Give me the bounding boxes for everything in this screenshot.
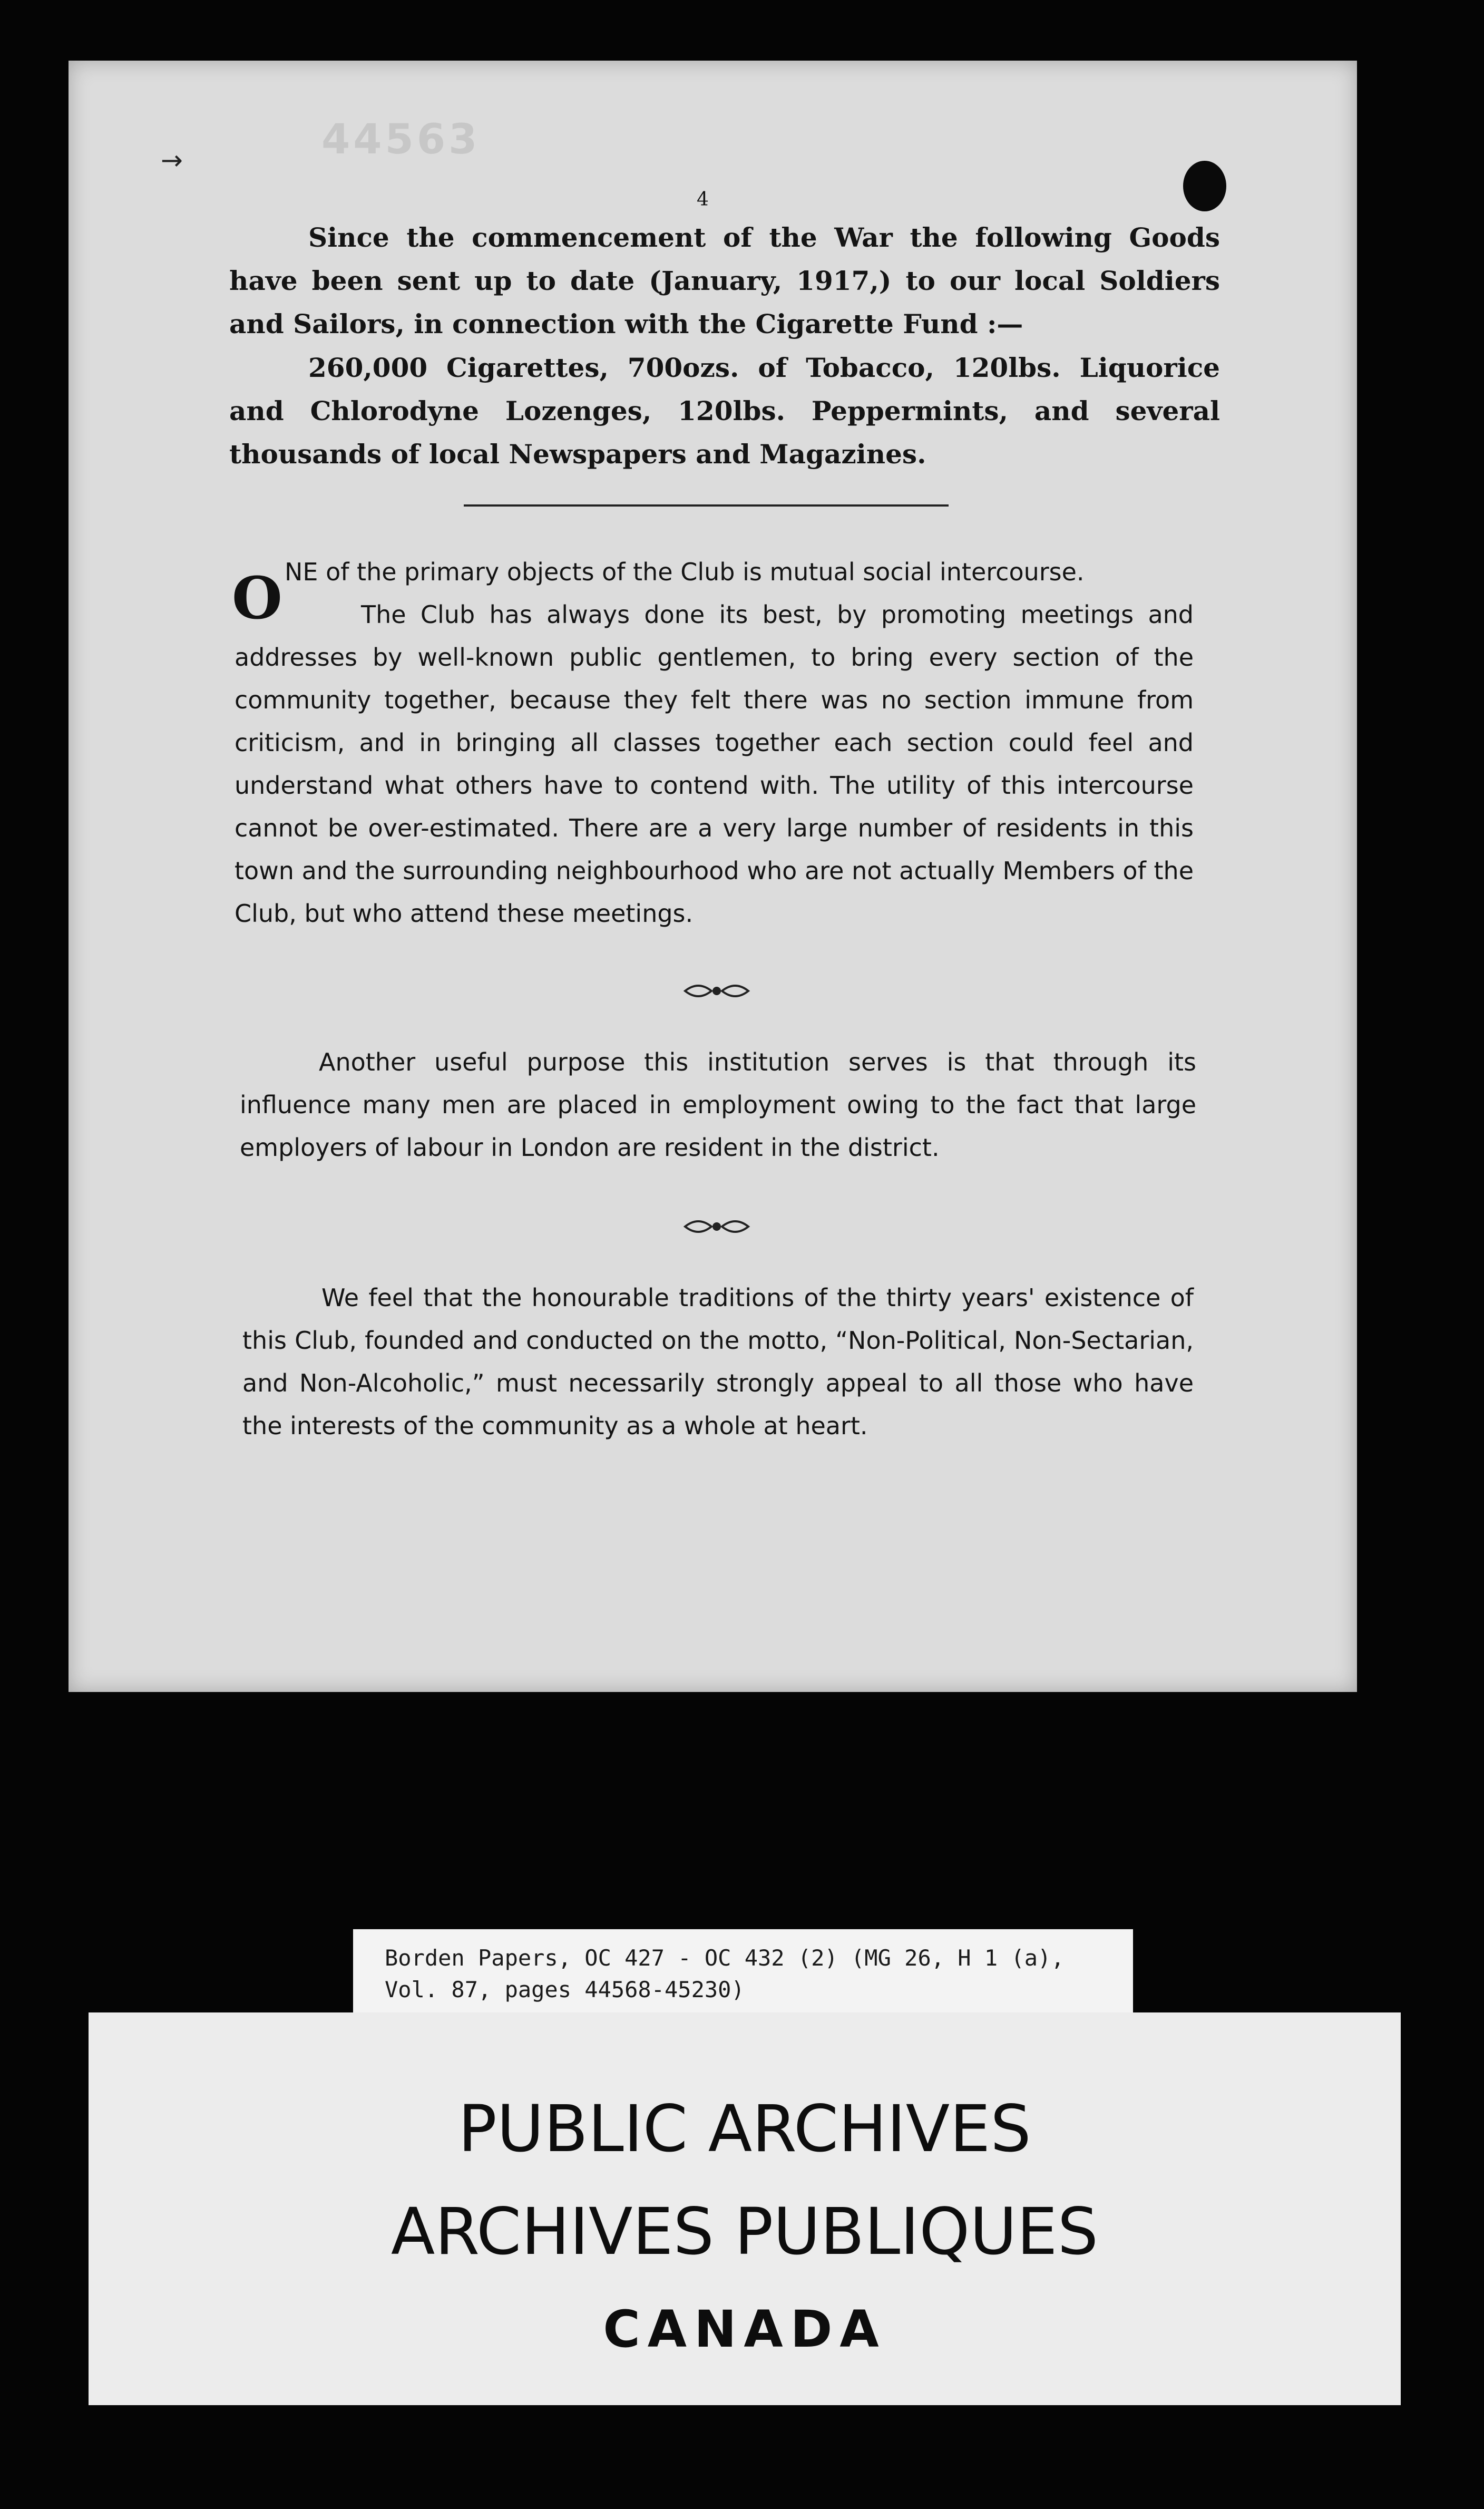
social-intercourse-body: The Club has always done its best, by promoting meetings and addresses by well-known public gentlemen, to bring every section of the community together, because they felt there was no section immune from criticism, and in bringing all classes together each section could feel and understand what others have to contend with. The utility of this intercourse cannot be over-estimated. There are a very large number of residents in this town and the surrounding neighbourhood who are not actually Members of the Club, but who attend these meetings. — [235, 600, 1194, 928]
ink-blot — [1183, 161, 1226, 211]
archive-reference-label — [353, 1929, 1133, 2016]
section-divider — [464, 504, 949, 507]
banner-title-french: ARCHIVES PUBLIQUES — [390, 2194, 1099, 2269]
ornament-divider-2 — [680, 1213, 754, 1240]
archive-label-line-1: Borden Papers, OC 427 - OC 432 (2) (MG 26, H 1 (a), — [385, 1945, 1065, 1971]
traditions-paragraph: We feel that the honourable traditions of the thirty years' existence of this Club, founded and conducted on the motto, “Non-Political, Non-Sectarian, and Non-Alcoholic,” must necessarily strongly appeal to all those who have the interests of the community as a whole at heart. — [242, 1283, 1194, 1440]
ornament-divider-1 — [680, 978, 754, 1004]
employment-paragraph: Another useful purpose this institution serves is that through its influence many men are placed in employment owing to the fact that large employers of labour in London are resident in the district. — [240, 1048, 1196, 1162]
corner-mark: → — [161, 145, 183, 176]
drop-cap: O — [232, 564, 282, 632]
public-archives-banner — [89, 2012, 1401, 2405]
cigarette-fund-goods: 260,000 Cigarettes, 700ozs. of Tobacco, 120lbs. Liquorice and Chlorodyne Lozenges, 120lbs. Peppermints, and several thousands of local Newspapers and Magazines. — [229, 352, 1220, 470]
banner-title-english: PUBLIC ARCHIVES — [458, 2092, 1031, 2166]
archive-label-line-2: Vol. 87, pages 44568-45230) — [385, 1977, 745, 2002]
banner-country: CANADA — [603, 2300, 886, 2359]
social-intercourse-first-line: NE of the primary objects of the Club is mutual social intercourse. — [285, 558, 1085, 586]
page-number: 4 — [697, 189, 709, 210]
cigarette-fund-intro: Since the commencement of the War the following Goods have been sent up to date (January, 1917,) to our local Soldiers and Sailors, in connection with the Cigarette Fund :— — [229, 222, 1220, 339]
bleed-through-number: 44563 — [321, 116, 481, 163]
